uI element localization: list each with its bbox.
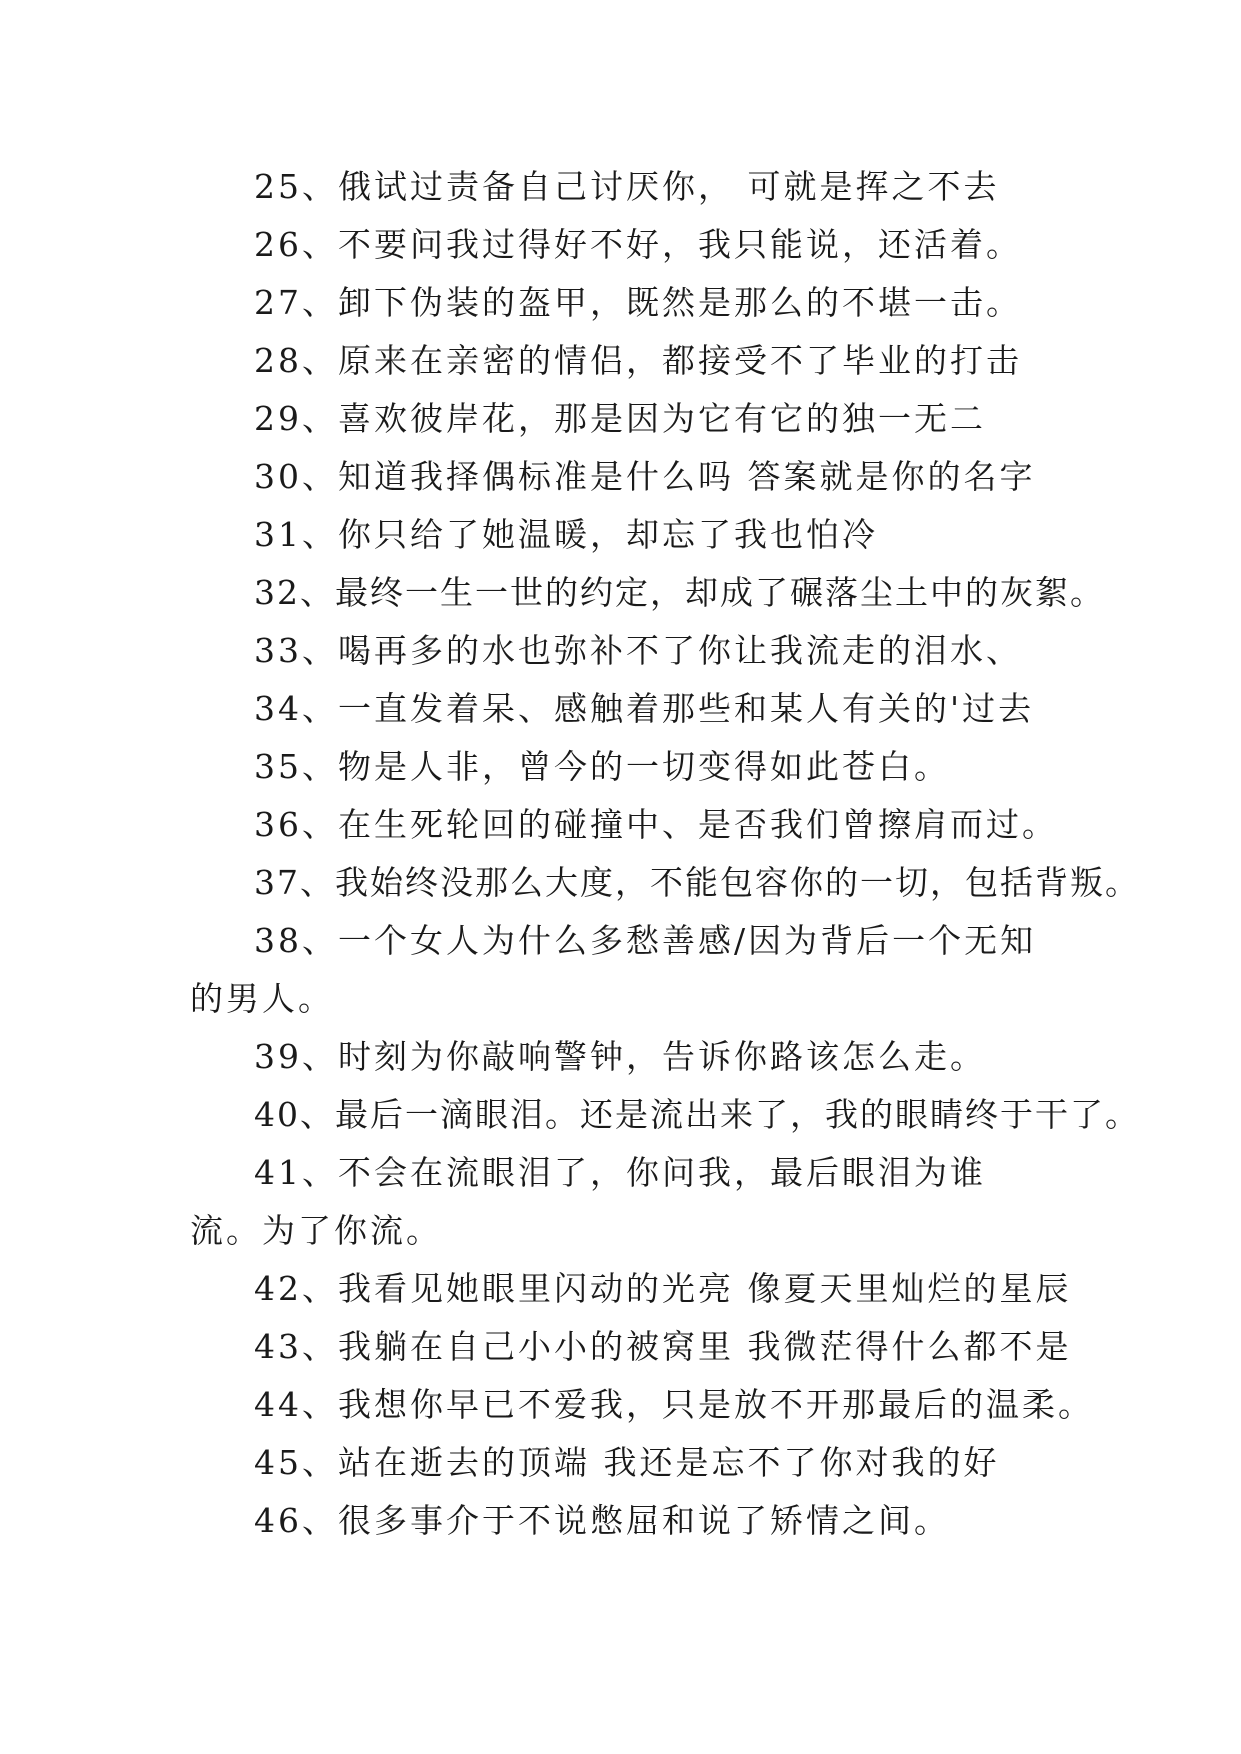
quote-line-40: 40、最后一滴眼泪。还是流出来了，我的眼睛终于干了。 bbox=[254, 1095, 1140, 1134]
quote-line-29: 29、喜欢彼岸花，那是因为它有它的独一无二 bbox=[254, 399, 986, 438]
quote-line-30: 30、知道我择偶标准是什么吗 答案就是你的名字 bbox=[254, 457, 1036, 496]
quote-line-32: 32、最终一生一世的约定，却成了碾落尘土中的灰絮。 bbox=[254, 573, 1105, 612]
quote-line-26: 26、不要问我过得好不好，我只能说，还活着。 bbox=[254, 225, 1022, 264]
quote-line-28: 28、原来在亲密的情侣，都接受不了毕业的打击 bbox=[254, 341, 1022, 380]
quote-line-46: 46、很多事介于不说憋屈和说了矫情之间。 bbox=[254, 1501, 950, 1540]
quote-line-25: 25、俄试过责备自己讨厌你， 可就是挥之不去 bbox=[254, 167, 1000, 206]
quote-line-43: 43、我躺在自己小小的被窝里 我微茫得什么都不是 bbox=[254, 1327, 1072, 1366]
quote-line-35: 35、物是人非，曾今的一切变得如此苍白。 bbox=[254, 747, 950, 786]
quote-line-33: 33、喝再多的水也弥补不了你让我流走的泪水、 bbox=[254, 631, 1022, 670]
quote-line-31: 31、你只给了她温暖，却忘了我也怕冷 bbox=[254, 515, 878, 554]
quote-line-34: 34、一直发着呆、感触着那些和某人有关的'过去 bbox=[254, 689, 1035, 728]
quote-line-42: 42、我看见她眼里闪动的光亮 像夏天里灿烂的星辰 bbox=[254, 1269, 1072, 1308]
quote-line-36: 36、在生死轮回的碰撞中、是否我们曾擦肩而过。 bbox=[254, 805, 1058, 844]
quote-line-41: 41、不会在流眼泪了，你问我，最后眼泪为谁流。为了你流。 bbox=[190, 1153, 986, 1250]
quote-line-39: 39、时刻为你敲响警钟，告诉你路该怎么走。 bbox=[254, 1037, 986, 1076]
document-body bbox=[190, 158, 1140, 1550]
quote-line-38: 38、一个女人为什么多愁善感/因为背后一个无知的男人。 bbox=[190, 921, 1037, 1018]
quote-line-27: 27、卸下伪装的盔甲，既然是那么的不堪一击。 bbox=[254, 283, 1022, 322]
quote-line-45: 45、站在逝去的顶端 我还是忘不了你对我的好 bbox=[254, 1443, 1000, 1482]
quote-line-44: 44、我想你早已不爱我，只是放不开那最后的温柔。 bbox=[254, 1385, 1094, 1424]
quote-line-37: 37、我始终没那么大度，不能包容你的一切，包括背叛。 bbox=[254, 863, 1140, 902]
